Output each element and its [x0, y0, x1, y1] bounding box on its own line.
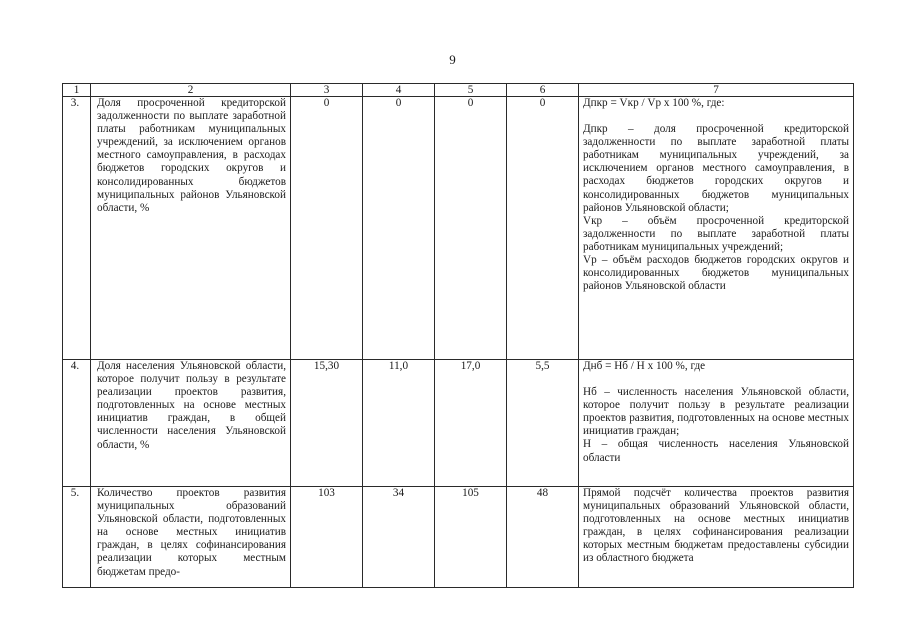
formula-cell: [579, 360, 854, 487]
formula-cell: [579, 487, 854, 588]
value-cell: 17,0: [435, 360, 507, 487]
formula-line: Прямой подсчёт количества проектов развития муниципальных образований Ульяновской области, подготовленных на основе местных инициатив граждан, в целях софинансирования реализации которых местным бюджетам предоставлены субсидии из областного бюджета: [583, 487, 852, 565]
value-cell: 0: [291, 97, 363, 360]
header-cell: 1: [63, 84, 91, 97]
table-row: [63, 360, 854, 487]
header-cell: 3: [291, 84, 363, 97]
value-cell: 0: [363, 97, 435, 360]
value-cell: 105: [435, 487, 507, 588]
indicator-name: Доля населения Ульяновской области, которое получит пользу в результате реализации проектов развития, подготовленных на основе местных инициатив граждан, в общей численности населения Ульяновской области, %: [91, 360, 291, 487]
table-row: [63, 97, 854, 360]
value-cell: 34: [363, 487, 435, 588]
header-cell: 7: [579, 84, 854, 97]
formula-line: Vкр – объём просроченной кредиторской задолженности по выплате заработной платы работникам муниципальных учреждений;: [583, 214, 852, 253]
header-cell: 2: [91, 84, 291, 97]
value-cell: 15,30: [291, 360, 363, 487]
table-row: [63, 487, 854, 588]
formula-line: Н – общая численность населения Ульяновской области: [583, 438, 852, 464]
indicator-name: Доля просроченной кредиторской задолженности по выплате заработной платы работникам муниципальных учреждений, за исключением органов местного самоуправления, в расходах бюджетов городских округов и консолидированных бюджетов муниципальных районов Ульяновской области, %: [91, 97, 291, 360]
formula-gap: [583, 110, 849, 123]
indicator-name: Количество проектов развития муниципальных образований Ульяновской области, подготовленных на основе местных инициатив граждан, в целях софинансирования реализации которых местным бюджетам предо-: [91, 487, 291, 588]
value-cell: 11,0: [363, 360, 435, 487]
header-row: [63, 84, 854, 97]
header-cell: 5: [435, 84, 507, 97]
value-cell: 103: [291, 487, 363, 588]
formula-line: Дпкр – доля просроченной кредиторской задолженности по выплате заработной платы работникам муниципальных учреждений, за исключением органов местного самоуправления, в расходах бюджетов городских округов и консолидированных бюджетов муниципальных районов Ульяновской области;: [583, 123, 852, 214]
value-cell: 0: [435, 97, 507, 360]
formula-title: Днб = Нб / Н х 100 %, где: [583, 360, 706, 372]
value-cell: 5,5: [507, 360, 579, 487]
formula-title: Дпкр = Vкр / Vр х 100 %, где:: [583, 97, 725, 109]
row-number: 5.: [63, 487, 91, 588]
formula-gap: [583, 373, 849, 386]
header-cell: 4: [363, 84, 435, 97]
page-number: 9: [449, 52, 456, 67]
formula-cell: [579, 97, 854, 360]
formula-line: Нб – численность населения Ульяновской области, которое получит пользу в результате реализации проектов развития, подготовленных на основе местных инициатив граждан;: [583, 386, 852, 438]
value-cell: 48: [507, 487, 579, 588]
formula-line: Vр – объём расходов бюджетов городских округов и консолидированных бюджетов муниципальных районов Ульяновской области: [583, 254, 852, 293]
value-cell: 0: [507, 97, 579, 360]
header-cell: 6: [507, 84, 579, 97]
indicators-table: [62, 83, 854, 588]
row-number: 3.: [63, 97, 91, 360]
row-number: 4.: [63, 360, 91, 487]
